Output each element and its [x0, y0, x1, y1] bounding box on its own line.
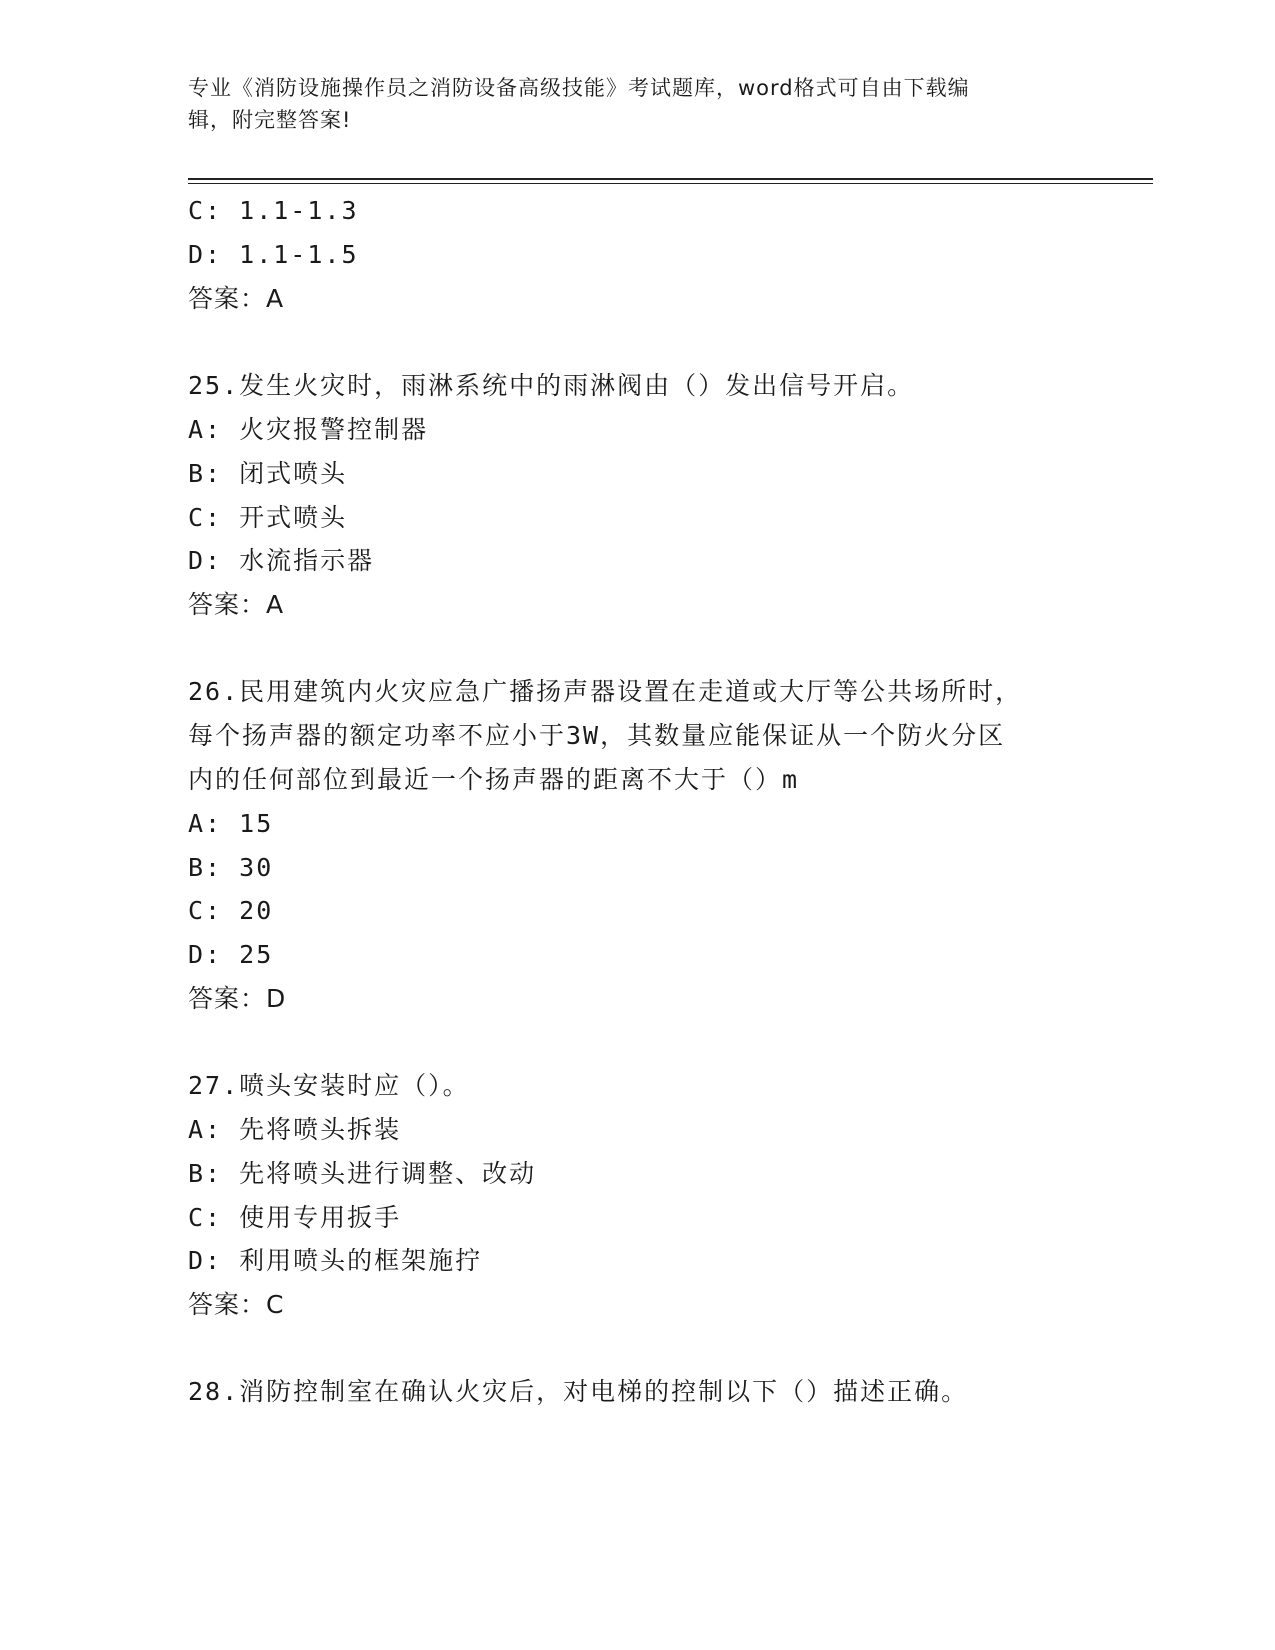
- prev-answer: 答案：A: [188, 284, 285, 313]
- question-25-stem: 25.发生火灾时，雨淋系统中的雨淋阀由（）发出信号开启。: [188, 371, 915, 400]
- question-25-option-d: D: 水流指示器: [188, 546, 375, 575]
- document-header: [188, 72, 1088, 136]
- question-27-option-d: D: 利用喷头的框架施拧: [188, 1246, 483, 1275]
- question-25-option-b: B: 闭式喷头: [188, 459, 348, 488]
- question-26-answer: 答案：D: [188, 984, 287, 1013]
- question-25-option-c: C: 开式喷头: [188, 503, 348, 532]
- question-27-answer: 答案：C: [188, 1290, 285, 1319]
- question-27-stem: 27.喷头安装时应（）。: [188, 1071, 470, 1100]
- question-27-option-c: C: 使用专用扳手: [188, 1203, 402, 1232]
- prev-option-d: D: 1.1-1.5: [188, 240, 359, 269]
- question-25-option-a: A: 火灾报警控制器: [188, 415, 429, 444]
- question-26-option-c: C: 20: [188, 896, 274, 925]
- question-25-answer: 答案：A: [188, 590, 285, 619]
- question-28-stem: 28.消防控制室在确认火灾后，对电梯的控制以下（）描述正确。: [188, 1377, 969, 1406]
- question-26-stem-line-3: 内的任何部位到最近一个扬声器的距离不大于（）m: [188, 765, 800, 794]
- question-26-option-d: D: 25: [188, 940, 274, 969]
- prev-option-c: C: 1.1-1.3: [188, 196, 359, 225]
- header-line-1: 专业《消防设施操作员之消防设备高级技能》考试题库，word格式可自由下载编: [188, 76, 970, 100]
- header-divider-thin: [188, 183, 1153, 184]
- question-26-stem-line-1: 26.民用建筑内火灾应急广播扬声器设置在走道或大厅等公共场所时，: [188, 677, 1023, 706]
- header-divider-thick: [188, 178, 1153, 180]
- header-line-2: 辑，附完整答案!: [188, 108, 352, 132]
- question-27-option-b: B: 先将喷头进行调整、改动: [188, 1159, 537, 1188]
- question-26-option-b: B: 30: [188, 853, 274, 882]
- question-27-option-a: A: 先将喷头拆装: [188, 1115, 402, 1144]
- question-26-option-a: A: 15: [188, 809, 274, 838]
- question-26-stem-line-2: 每个扬声器的额定功率不应小于3W，其数量应能保证从一个防火分区: [188, 721, 1006, 750]
